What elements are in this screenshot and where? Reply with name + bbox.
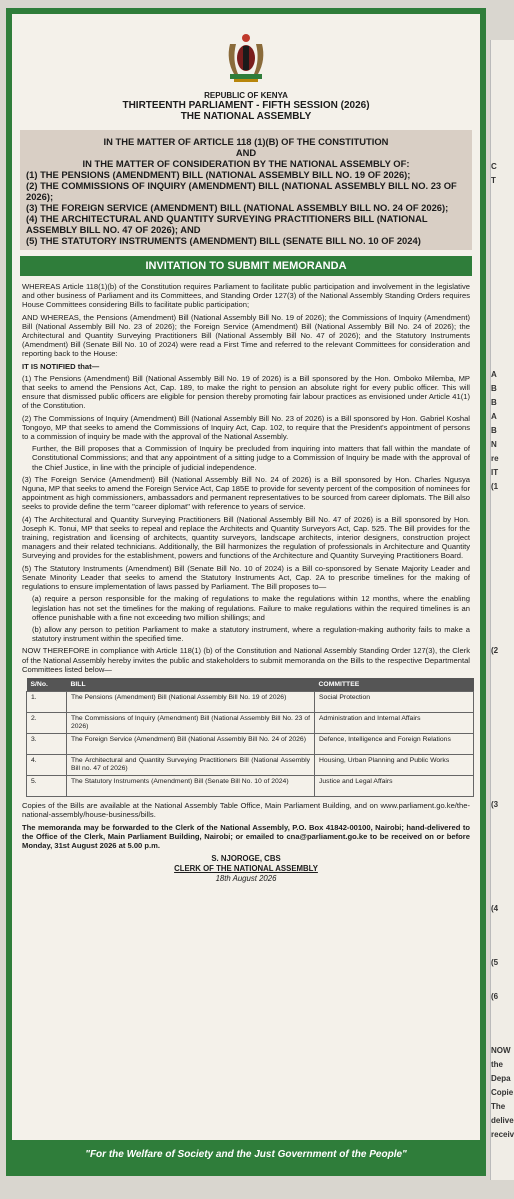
- edge-text: A: [491, 412, 497, 421]
- table-cell: Administration and Internal Affairs: [315, 713, 474, 734]
- and-whereas-paragraph: AND WHEREAS, the Pensions (Amendment) Bill (National Assembly Bill No. 19 of 2026); the Commissions of Inquiry (Amendment) Bill (National Assembly Bill No. 23 of 2026); the Foreign Service (Amendment) Bill (National Assembly Bill No. 24 of 2026); the Architectural and Quantity Surveying Practitioners Bill (National Assembly Bill No. 47 of 2026); and the Statutory Instruments (Amendment) Bill (Senate Bill No. 10 of 2024) were read a First Time and referred to the relevant Committees for consideration and reporting back to the House:: [22, 312, 470, 359]
- edge-text: NOW: [491, 1046, 511, 1055]
- edge-text: IT: [491, 468, 499, 477]
- bill-item-2-further: Further, the Bill proposes that a Commission of Inquiry be precluded from inquiring into matters that fall within the mandate of Constitutional Commissions; and that any appointment of a sitting judge to a Commission of Inquiry be made with the approval of the Chief Justice, in line with the principle of judicial independence.: [32, 444, 470, 472]
- table-header: COMMITTEE: [315, 678, 474, 692]
- republic-label: REPUBLIC OF KENYA: [204, 91, 288, 100]
- edge-text: T: [491, 176, 496, 185]
- table-row: [27, 776, 474, 797]
- motto-footer: "For the Welfare of Society and the Just Government of the People": [12, 1140, 480, 1170]
- edge-text: (2: [491, 646, 499, 655]
- matter-bill: (1) THE PENSIONS (AMENDMENT) BILL (NATIONAL ASSEMBLY BILL NO. 19 OF 2026);: [26, 169, 411, 180]
- copies-paragraph: Copies of the Bills are available at the National Assembly Table Office, Main Parliament Building, and on www.parliament.go.ke/the-national-assembly/house-business/bills.: [22, 801, 470, 820]
- table-header: BILL: [67, 678, 315, 692]
- edge-text: Depa: [491, 1074, 511, 1083]
- table-cell: Justice and Legal Affairs: [315, 776, 474, 797]
- bill-item-5a: (a) require a person responsible for the making of regulations to make the regulations within 12 months, where the enabling legislation has not set the timelines for the making of regulations. Failure to make regulations within the required timelines is an offence punishable with a fine not exceeding two million shillings; and: [32, 594, 470, 622]
- table-row: [27, 755, 474, 776]
- whereas-paragraph: WHEREAS Article 118(1)(b) of the Constitution requires Parliament to facilitate public participation and involvement in the legislative and other business of Parliament and its Committees, and Standing Order 127(3) of the National Assembly Standing Orders requires House Committees considering Bills to facilitate public participation;: [22, 282, 470, 310]
- notice-body: [12, 282, 480, 884]
- edge-text: the: [491, 1060, 503, 1069]
- edge-text: Copie: [491, 1088, 514, 1097]
- bill-item-1: (1) The Pensions (Amendment) Bill (National Assembly Bill No. 19 of 2026) is a Bill sponsored by the Hon. Omboko Milemba, MP that seeks to amend the Pensions Act, Cap. 189, to make the right to pension an absolute right for every public officer. This will ensure that dismissed public officers are eligible for pension thereby promoting fair labour practices as envisioned under Article 41(1) of the Constitution.: [22, 373, 470, 411]
- table-cell: 5.: [27, 776, 67, 797]
- table-row: [27, 692, 474, 713]
- bill-item-4: (4) The Architectural and Quantity Surveying Practitioners Bill (National Assembly Bill No. 47 of 2026) is a Bill sponsored by Hon. Joseph K. Tonui, MP that seeks to repeal and replace the Architects and Quantity Surveyors Act, Cap. 525. The Bill provides for the training, registration and licensing of architects, quantity surveyors, landscape architects, interior designers, construction project managers and their related technicians. Additionally, the Bill harmonizes the regulation of professionals in Architecture and Quantity Surveying and provides for the establishment, powers and functions of the Architecture and Quantity Surveying Practitioners Board.: [22, 514, 470, 561]
- table-cell: 1.: [27, 692, 67, 713]
- table-row: [27, 713, 474, 734]
- edge-text: C: [491, 162, 497, 171]
- table-row: [27, 734, 474, 755]
- matter-bill: (5) THE STATUTORY INSTRUMENTS (AMENDMENT) BILL (SENATE BILL NO. 10 OF 2024): [26, 235, 421, 246]
- table-cell: Defence, Intelligence and Foreign Relations: [315, 734, 474, 755]
- signatory-title: CLERK OF THE NATIONAL ASSEMBLY: [174, 864, 318, 874]
- matter-line1: IN THE MATTER OF ARTICLE 118 (1)(B) OF THE CONSTITUTION: [103, 136, 389, 147]
- bill-item-2: (2) The Commissions of Inquiry (Amendment) Bill (National Assembly Bill No. 23 of 2026) is a Bill sponsored by Hon. Gabriel Koshal Tongoyo, MP that seeks to amend the Commissions of Inquiry Act, Cap. 102, to require that the President's appointment of persons to a commission of inquiry be made with the approval of the National Assembly.: [22, 413, 470, 442]
- invitation-title: INVITATION TO SUBMIT MEMORANDA: [20, 256, 472, 276]
- edge-text: (4: [491, 904, 499, 913]
- matter-bill: (2) THE COMMISSIONS OF INQUIRY (AMENDMENT) BILL (NATIONAL ASSEMBLY BILL NO. 23 OF 2026);: [26, 180, 457, 202]
- table-cell: The Architectural and Quantity Surveying Practitioners Bill (National Assembly Bill no. 47 of 2026): [67, 755, 315, 776]
- bill-item-5: (5) The Statutory Instruments (Amendment) Bill (Senate Bill No. 10 of 2024) is a Bill co-sponsored by Senate Majority Leader and Senate Minority Leader that seeks to amend the Statutory Instruments Act, Cap. 2A to prescribe timelines for the making of regulations to ensure implementation of laws passed by Parliament. The Bill proposes to—: [22, 563, 470, 592]
- table-cell: Social Protection: [315, 692, 474, 713]
- assembly-title: THE NATIONAL ASSEMBLY: [180, 111, 312, 122]
- matter-bill: (3) THE FOREIGN SERVICE (AMENDMENT) BILL (NATIONAL ASSEMBLY BILL NO. 24 OF 2026);: [26, 202, 449, 213]
- table-cell: 2.: [27, 713, 67, 734]
- now-therefore-paragraph: NOW THEREFORE in compliance with Article 118(1) (b) of the Constitution and National Assembly Standing Order 127(3), the Clerk of the National Assembly hereby invites the public and stakeholders to submit memoranda on the Bills to the respective Departmental Committees listed below—: [22, 646, 470, 674]
- notice-header: [12, 14, 480, 122]
- committee-table: [26, 678, 474, 797]
- bill-item-5b: (b) allow any person to petition Parliament to make a statutory instrument, where a regulation-making authority fails to make a statutory instrument within the specified time.: [32, 624, 470, 644]
- table-cell: The Pensions (Amendment) Bill (National Assembly Bill No. 19 of 2026): [67, 692, 315, 713]
- table-cell: 4.: [27, 755, 67, 776]
- table-header: S/No.: [27, 678, 67, 692]
- edge-text: N: [491, 440, 497, 449]
- table-cell: 3.: [27, 734, 67, 755]
- edge-text: (3: [491, 800, 499, 809]
- edge-text: (1: [491, 482, 499, 491]
- edge-text: B: [491, 426, 497, 435]
- edge-text: delive: [491, 1116, 514, 1125]
- table-cell: The Statutory Instruments (Amendment) Bill (Senate Bill No. 10 of 2024): [67, 776, 315, 797]
- table-cell: The Commissions of Inquiry (Amendment) Bill (National Assembly Bill No. 23 of 2026): [67, 713, 315, 734]
- session-title: THIRTEENTH PARLIAMENT - FIFTH SESSION (2026): [122, 100, 370, 111]
- signatory-name: S. NJOROGE, CBS: [211, 854, 281, 864]
- matter-line2: IN THE MATTER OF CONSIDERATION BY THE NATIONAL ASSEMBLY OF:: [82, 158, 410, 169]
- notified-heading: IT IS NOTIFIED that—: [22, 361, 100, 371]
- edge-text: B: [491, 384, 497, 393]
- bill-item-3: (3) The Foreign Service (Amendment) Bill (National Assembly Bill No. 24 of 2026) is a Bill sponsored by Hon. Charles Ngusya Nguna, MP that seeks to amend the Foreign Service Act, Cap 185E to provide for seventy percent of the composition of nominees for appointment as high commissioners, ambassadors and permanent representatives to be sourced from career diplomats. The Bill also seeks to provide define the term "career diplomat" with reference to years of service.: [22, 474, 470, 512]
- edge-text: (6: [491, 992, 499, 1001]
- signature-block: [22, 854, 470, 884]
- table-cell: Housing, Urban Planning and Public Works: [315, 755, 474, 776]
- forwarding-paragraph: The memoranda may be forwarded to the Clerk of the National Assembly, P.O. Box 41842-00100, Nairobi; hand-delivered to the Office of the Clerk, Main Parliament Building, Nairobi; or emailed to cna@parliament.go.ke to be received on or before Monday, 31st August 2026 at 5.00 p.m.: [22, 822, 470, 850]
- edge-text: re: [491, 454, 499, 463]
- matter-box: [20, 130, 472, 250]
- edge-text: (5: [491, 958, 499, 967]
- matter-and: AND: [235, 147, 257, 158]
- edge-text: receiv: [491, 1130, 514, 1139]
- kenya-coat-of-arms-icon: [216, 30, 276, 84]
- edge-text: The: [491, 1102, 506, 1111]
- matter-bill: (4) THE ARCHITECTURAL AND QUANTITY SURVEYING PRACTITIONERS BILL (NATIONAL ASSEMBLY BILL NO. 47 OF 2026); AND: [26, 213, 428, 235]
- adjacent-column-edge: [490, 40, 514, 1180]
- table-cell: The Foreign Service (Amendment) Bill (National Assembly Bill No. 24 of 2026): [67, 734, 315, 755]
- edge-text: A: [491, 370, 497, 379]
- edge-text: B: [491, 398, 497, 407]
- signature-date: 18th August 2026: [215, 874, 277, 884]
- notice-page: [6, 8, 486, 1176]
